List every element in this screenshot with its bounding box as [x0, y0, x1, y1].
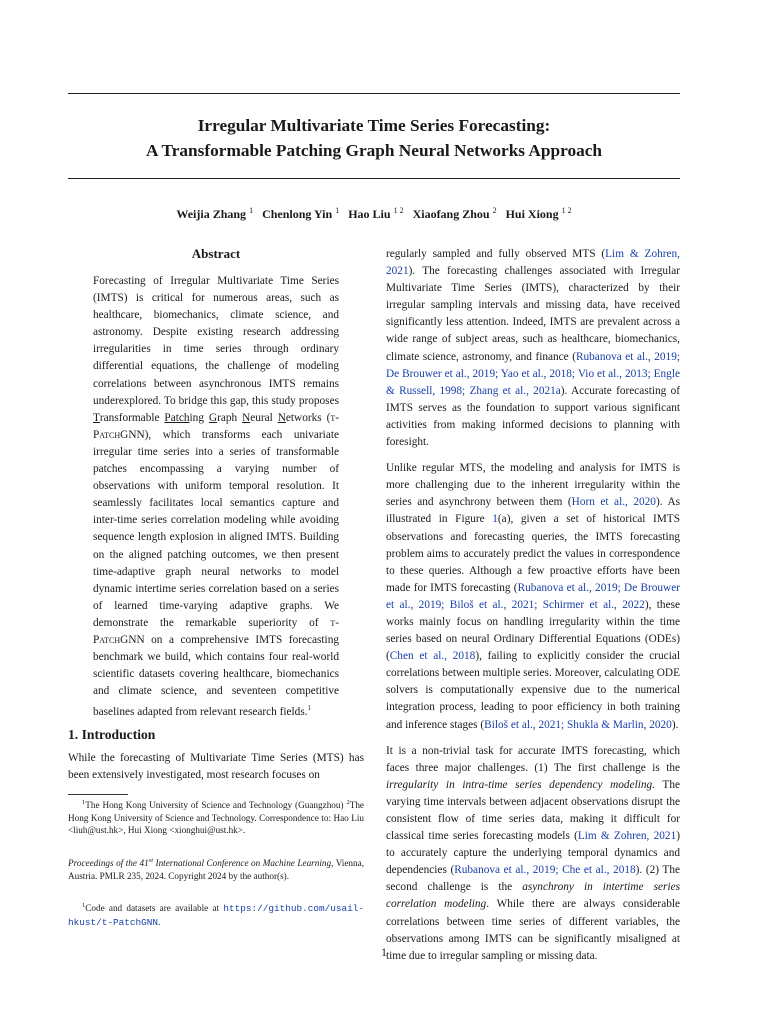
- author-list: [68, 206, 680, 222]
- citation-link[interactable]: Rubanova et al., 2019; Che et al., 2018: [454, 864, 636, 877]
- footnote-rule: [68, 794, 128, 795]
- author: Hui Xiong $^{1 2}$: [505, 206, 572, 221]
- title-line-1: Irregular Multivariate Time Series Forecasting:: [197, 116, 551, 135]
- title-bottom-rule: [68, 178, 680, 179]
- author: Weijia Zhang $^1$: [176, 206, 254, 221]
- affiliation-footnote: $^1$The Hong Kong University of Science and Technology (Guangzhou) $^2$The Hong Kong University of Science and Technology. Correspondence to: Hao Liu <liuh@ust.hk>, Hui Xiong <xionghui@ust.hk>.: [68, 799, 364, 836]
- footnote-mark: 1: [307, 704, 312, 713]
- paragraph: Unlike regular MTS, the modeling and analysis for IMTS is more challenging due to the inherent irregularity within the series and asynchrony between them (Horn et al., 2020). As illustrated in Figure 1(a), given a set of historical IMTS observations and forecasting queries, the IMTS forecasting problem aims to accurately predict the values in correspondence to these queries. Although a few proactive efforts have been made for IMTS forecasting (Rubanova et al., 2019; De Brouwer et al., 2019; Biloš et al., 2021; Schirmer et al., 2022), these works mainly focus on handling irregularity within the time series based on neural Ordinary Differential Equations (ODEs) (Chen et al., 2018), failing to explicitly consider the crucial correlations between multiple series. Moreover, calculating ODE solvers is computationally expensive due to the numerical integration process, leading to poor efficiency in both training and inference stages (Biloš et al., 2021; Shukla & Marlin, 2020).: [386, 462, 680, 731]
- paragraph: It is a non-trivial task for accurate IMTS forecasting, which faces three major challenges. (1) The first challenge is the irregularity in intra-time series dependency modeling. The varying time intervals between adjacent observations disrupt the consistent flow of time series data, making it difficult for classical time series forecasting models (Lim & Zohren, 2021) to accurately capture the underlying temporal dynamics and dependencies (Rubanova et al., 2019; Che et al., 2018). (2) The second challenge is the asynchrony in intertime series correlation modeling. While there are always considerable correlations between time series of different variables, the observations among IMTS can be significantly misaligned at time due to irregular sampling or missing data.: [386, 744, 681, 962]
- figure-link[interactable]: 1: [492, 513, 498, 526]
- author: Chenlong Yin $^1$: [262, 206, 340, 221]
- model-name: t-PatchGNN: [93, 411, 340, 441]
- intro-left-text: While the forecasting of Multivariate Time Series (MTS) has been extensively investigated, most research focuses on: [68, 752, 364, 782]
- citation-link[interactable]: Horn et al., 2020: [571, 496, 656, 509]
- citation-link[interactable]: Lim & Zohren, 2021: [386, 248, 680, 278]
- page-number: 1: [381, 945, 387, 959]
- citation-link[interactable]: Chen et al., 2018: [389, 650, 476, 663]
- section-heading-introduction: 1. Introduction: [68, 727, 156, 742]
- code-link[interactable]: https://github.com/usail-hkust/t-PatchGNN: [68, 903, 364, 928]
- top-rule: [68, 93, 680, 94]
- abstract-body: Forecasting of Irregular Multivariate Time Series (IMTS) is critical for numerous areas, such as healthcare, biomechanics, climate science, and astronomy. Despite existing research addressing irregularities in time series through ordinary differential equations, the challenge of modeling correlations between asynchronous IMTS remains underexplored. To bridge this gap, this study proposes Transformable Patching Graph Neural Networks (t-PatchGNN), which transforms each univariate irregular time series into a series of transformable patches encompassing a varying number of observations with uniform temporal resolution. It seamlessly facilitates local semantics capture and inter-time series correlation modeling while avoiding sequence length explosion in aligned IMTS. Building on the aligned patching outcomes, we then present time-adaptive graph neural networks to model dynamic intertime series correlation based on a series of learned time-varying adaptive graphs. We demonstrate the remarkable superiority of t-PatchGNN on a comprehensive IMTS forecasting benchmark we build, which contains four real-world scientific datasets covering healthcare, biomechanics and climate science, and seventeen competitive baselines adapted from relevant research fields.$^1$: [93, 275, 340, 719]
- author: Xiaofang Zhou $^2$: [412, 206, 497, 221]
- proceedings-note: Proceedings of the 41st International Conference on Machine Learning, Vienna, Austria. PMLR 235, 2024. Copyright 2024 by the author(s).: [68, 857, 364, 881]
- citation-link[interactable]: Rubanova et al., 2019; De Brouwer et al., 2019; Yao et al., 2018; Vio et al., 2013; Engle & Russell, 1998; Zhang et al., 2021a: [386, 350, 680, 397]
- citation-link[interactable]: Lim & Zohren, 2021: [577, 830, 677, 843]
- title-line-2: A Transformable Patching Graph Neural Networks Approach: [145, 141, 603, 160]
- paragraph: regularly sampled and fully observed MTS (Lim & Zohren, 2021). The forecasting challenges associated with Irregular Multivariate Time Series (IMTS), characterized by their irregular sampling intervals and missing data, have received significantly less attention. Indeed, IMTS are prevalent across a wide range of subject areas, such as healthcare, biomechanics, climate science, astronomy, and finance (Rubanova et al., 2019; De Brouwer et al., 2019; Yao et al., 2018; Vio et al., 2013; Engle & Russell, 1998; Zhang et al., 2021a). Accurate forecasting of IMTS serves as the foundation to support various significant activities from making informed decisions to planning with foresight.: [386, 248, 680, 449]
- code-footnote: $^1$Code and datasets are available at https://github.com/usail-hkust/t-PatchGNN.: [68, 902, 364, 928]
- citation-link[interactable]: Rubanova et al., 2019; De Brouwer et al., 2019; Biloš et al., 2021; Schirmer et al., 2022: [386, 581, 680, 611]
- right-column-text: [386, 246, 680, 974]
- abstract-heading: Abstract: [191, 246, 241, 261]
- model-name: t-PatchGNN: [93, 616, 339, 646]
- author: Hao Liu $^{1 2}$: [348, 206, 404, 221]
- citation-link[interactable]: Biloš et al., 2021; Shukla & Marlin, 2020: [484, 718, 672, 731]
- paper-title: [68, 113, 680, 163]
